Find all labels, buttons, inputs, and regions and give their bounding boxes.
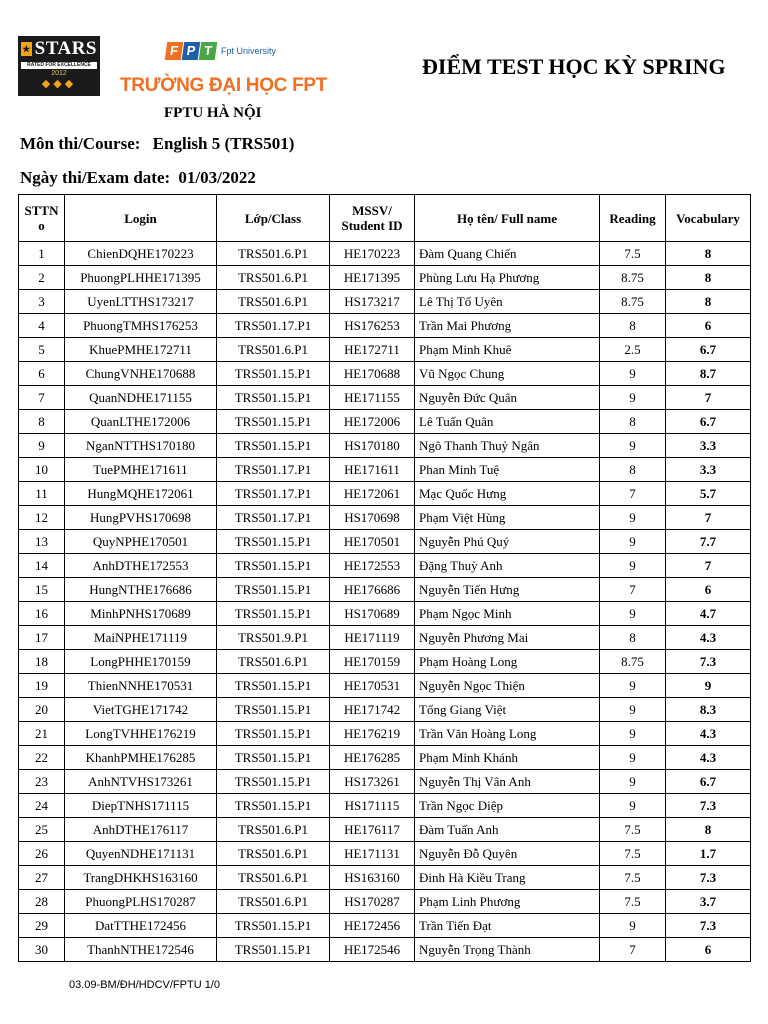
login-cell: LongTVHHE176219	[65, 722, 217, 746]
student-id-cell: HS163160	[330, 866, 415, 890]
table-row	[19, 866, 751, 890]
vocabulary-score: 8	[666, 818, 751, 842]
full-name-cell: Phạm Ngọc Minh	[415, 602, 600, 626]
vocabulary-score: 4.3	[666, 746, 751, 770]
row-number: 15	[19, 578, 65, 602]
table-row	[19, 530, 751, 554]
row-number: 23	[19, 770, 65, 794]
row-number: 8	[19, 410, 65, 434]
login-cell: ThienNNHE170531	[65, 674, 217, 698]
login-cell: ThanhNTHE172546	[65, 938, 217, 962]
table-row	[19, 842, 751, 866]
header-reading: Reading	[600, 195, 666, 242]
login-cell: UyenLTTHS173217	[65, 290, 217, 314]
row-number: 12	[19, 506, 65, 530]
exam-date-line	[20, 168, 256, 188]
full-name-cell: Nguyễn Đức Quân	[415, 386, 600, 410]
class-cell: TRS501.6.P1	[217, 242, 330, 266]
table-row	[19, 698, 751, 722]
vocabulary-score: 8	[666, 266, 751, 290]
student-id-cell: HS170287	[330, 890, 415, 914]
student-id-cell: HE170159	[330, 650, 415, 674]
reading-score: 9	[600, 530, 666, 554]
login-cell: KhuePMHE172711	[65, 338, 217, 362]
vocabulary-score: 4.7	[666, 602, 751, 626]
reading-score: 9	[600, 914, 666, 938]
student-id-cell: HE170531	[330, 674, 415, 698]
full-name-cell: Tống Giang Việt	[415, 698, 600, 722]
full-name-cell: Phạm Minh Khánh	[415, 746, 600, 770]
row-number: 5	[19, 338, 65, 362]
table-body	[19, 242, 751, 962]
stars-logo-word: STARS	[34, 38, 97, 59]
stars-dots-icon: ◆◆◆	[41, 78, 77, 90]
reading-score: 7.5	[600, 866, 666, 890]
class-cell: TRS501.6.P1	[217, 338, 330, 362]
table-row	[19, 314, 751, 338]
course-line	[20, 134, 294, 154]
vocabulary-score: 4.3	[666, 626, 751, 650]
vocabulary-score: 6	[666, 578, 751, 602]
row-number: 4	[19, 314, 65, 338]
table-row	[19, 410, 751, 434]
reading-score: 7.5	[600, 818, 666, 842]
row-number: 10	[19, 458, 65, 482]
table-row	[19, 938, 751, 962]
login-cell: HungPVHS170698	[65, 506, 217, 530]
reading-score: 8.75	[600, 650, 666, 674]
fpt-letter-p: P	[182, 42, 201, 60]
class-cell: TRS501.17.P1	[217, 506, 330, 530]
table-header-row	[19, 195, 751, 242]
class-cell: TRS501.17.P1	[217, 482, 330, 506]
student-id-cell: HE176686	[330, 578, 415, 602]
reading-score: 9	[600, 554, 666, 578]
vocabulary-score: 3.3	[666, 434, 751, 458]
reading-score: 8	[600, 314, 666, 338]
login-cell: MinhPNHS170689	[65, 602, 217, 626]
login-cell: TuePMHE171611	[65, 458, 217, 482]
row-number: 28	[19, 890, 65, 914]
full-name-cell: Nguyễn Thị Vân Anh	[415, 770, 600, 794]
class-cell: TRS501.15.P1	[217, 386, 330, 410]
table-row	[19, 578, 751, 602]
class-cell: TRS501.15.P1	[217, 794, 330, 818]
vocabulary-score: 7.3	[666, 914, 751, 938]
row-number: 24	[19, 794, 65, 818]
login-cell: QuyNPHE170501	[65, 530, 217, 554]
full-name-cell: Phan Minh Tuệ	[415, 458, 600, 482]
reading-score: 9	[600, 386, 666, 410]
full-name-cell: Phạm Linh Phương	[415, 890, 600, 914]
student-id-cell: HE171742	[330, 698, 415, 722]
reading-score: 2.5	[600, 338, 666, 362]
header-full-name: Họ tên/ Full name	[415, 195, 600, 242]
row-number: 26	[19, 842, 65, 866]
student-id-cell: HS173261	[330, 770, 415, 794]
full-name-cell: Trần Mai Phương	[415, 314, 600, 338]
class-cell: TRS501.9.P1	[217, 626, 330, 650]
exam-date-label: Ngày thi/Exam date:	[20, 168, 171, 187]
student-id-cell: HE171119	[330, 626, 415, 650]
table-row	[19, 650, 751, 674]
header-class: Lớp/Class	[217, 195, 330, 242]
class-cell: TRS501.6.P1	[217, 818, 330, 842]
vocabulary-score: 6.7	[666, 770, 751, 794]
login-cell: QuyenNDHE171131	[65, 842, 217, 866]
stars-square-icon: ★	[22, 44, 31, 54]
class-cell: TRS501.15.P1	[217, 554, 330, 578]
student-id-cell: HE171395	[330, 266, 415, 290]
reading-score: 9	[600, 746, 666, 770]
vocabulary-score: 8	[666, 242, 751, 266]
table-row	[19, 602, 751, 626]
reading-score: 9	[600, 602, 666, 626]
table-row	[19, 794, 751, 818]
student-id-cell: HE172711	[330, 338, 415, 362]
student-id-cell: HE170223	[330, 242, 415, 266]
login-cell: VietTGHE171742	[65, 698, 217, 722]
table-row	[19, 746, 751, 770]
row-number: 1	[19, 242, 65, 266]
row-number: 17	[19, 626, 65, 650]
table-row	[19, 554, 751, 578]
reading-score: 7	[600, 938, 666, 962]
table-row	[19, 386, 751, 410]
stars-logo-year: 2012	[51, 70, 67, 77]
reading-score: 9	[600, 722, 666, 746]
header-student-id: MSSV/ Student ID	[330, 195, 415, 242]
table-row	[19, 770, 751, 794]
login-cell: DiepTNHS171115	[65, 794, 217, 818]
login-cell: NganNTTHS170180	[65, 434, 217, 458]
table-row	[19, 338, 751, 362]
row-number: 7	[19, 386, 65, 410]
login-cell: TrangDHKHS163160	[65, 866, 217, 890]
vocabulary-score: 7.3	[666, 866, 751, 890]
fpt-letter-f: F	[165, 42, 184, 60]
login-cell: LongPHHE170159	[65, 650, 217, 674]
class-cell: TRS501.15.P1	[217, 434, 330, 458]
row-number: 3	[19, 290, 65, 314]
login-cell: KhanhPMHE176285	[65, 746, 217, 770]
class-cell: TRS501.15.P1	[217, 770, 330, 794]
login-cell: HungMQHE172061	[65, 482, 217, 506]
login-cell: AnhDTHE176117	[65, 818, 217, 842]
table-row	[19, 362, 751, 386]
class-cell: TRS501.15.P1	[217, 530, 330, 554]
vocabulary-score: 3.3	[666, 458, 751, 482]
vocabulary-score: 5.7	[666, 482, 751, 506]
row-number: 9	[19, 434, 65, 458]
vocabulary-score: 7.7	[666, 530, 751, 554]
row-number: 2	[19, 266, 65, 290]
reading-score: 7	[600, 482, 666, 506]
class-cell: TRS501.6.P1	[217, 866, 330, 890]
login-cell: AnhNTVHS173261	[65, 770, 217, 794]
form-code: 03.09-BM/ĐH/HDCV/FPTU 1/0	[69, 979, 220, 991]
class-cell: TRS501.15.P1	[217, 410, 330, 434]
student-id-cell: HE170688	[330, 362, 415, 386]
login-cell: ChungVNHE170688	[65, 362, 217, 386]
table-row	[19, 674, 751, 698]
reading-score: 8	[600, 626, 666, 650]
student-id-cell: HE172546	[330, 938, 415, 962]
reading-score: 9	[600, 362, 666, 386]
reading-score: 8	[600, 410, 666, 434]
grades-table	[18, 194, 751, 962]
student-id-cell: HE171131	[330, 842, 415, 866]
vocabulary-score: 6.7	[666, 410, 751, 434]
reading-score: 9	[600, 794, 666, 818]
full-name-cell: Lê Thị Tố Uyên	[415, 290, 600, 314]
vocabulary-score: 7.3	[666, 794, 751, 818]
document-title: ĐIỂM TEST HỌC KỲ SPRING	[422, 54, 726, 79]
vocabulary-score: 7	[666, 506, 751, 530]
login-cell: MaiNPHE171119	[65, 626, 217, 650]
course-label: Môn thi/Course:	[20, 134, 141, 153]
vocabulary-score: 7	[666, 386, 751, 410]
student-id-cell: HE170501	[330, 530, 415, 554]
full-name-cell: Trần Văn Hoàng Long	[415, 722, 600, 746]
class-cell: TRS501.15.P1	[217, 914, 330, 938]
full-name-cell: Nguyễn Phú Quý	[415, 530, 600, 554]
row-number: 22	[19, 746, 65, 770]
vocabulary-score: 7	[666, 554, 751, 578]
full-name-cell: Đàm Tuấn Anh	[415, 818, 600, 842]
full-name-cell: Phạm Minh Khuê	[415, 338, 600, 362]
course-value: English 5 (TRS501)	[152, 134, 295, 153]
full-name-cell: Trần Ngọc Diệp	[415, 794, 600, 818]
vocabulary-score: 4.3	[666, 722, 751, 746]
reading-score: 9	[600, 506, 666, 530]
table-row	[19, 914, 751, 938]
row-number: 19	[19, 674, 65, 698]
vocabulary-score: 9	[666, 674, 751, 698]
row-number: 30	[19, 938, 65, 962]
row-number: 21	[19, 722, 65, 746]
full-name-cell: Mạc Quốc Hưng	[415, 482, 600, 506]
table-row	[19, 890, 751, 914]
reading-score: 8	[600, 458, 666, 482]
row-number: 29	[19, 914, 65, 938]
reading-score: 9	[600, 674, 666, 698]
class-cell: TRS501.6.P1	[217, 266, 330, 290]
reading-score: 7	[600, 578, 666, 602]
vocabulary-score: 6	[666, 938, 751, 962]
row-number: 6	[19, 362, 65, 386]
login-cell: ChienDQHE170223	[65, 242, 217, 266]
table-row	[19, 626, 751, 650]
full-name-cell: Trần Tiến Đạt	[415, 914, 600, 938]
header-vocabulary: Vocabulary	[666, 195, 751, 242]
vocabulary-score: 8.3	[666, 698, 751, 722]
fpt-university-label: Fpt University	[221, 46, 277, 56]
login-cell: DatTTHE172456	[65, 914, 217, 938]
student-id-cell: HS170698	[330, 506, 415, 530]
exam-date-value: 01/03/2022	[178, 168, 256, 187]
vocabulary-score: 8	[666, 290, 751, 314]
student-id-cell: HS171115	[330, 794, 415, 818]
class-cell: TRS501.15.P1	[217, 602, 330, 626]
full-name-cell: Nguyễn Trọng Thành	[415, 938, 600, 962]
student-id-cell: HE172456	[330, 914, 415, 938]
row-number: 16	[19, 602, 65, 626]
login-cell: AnhDTHE172553	[65, 554, 217, 578]
header-stt: STTN o	[19, 195, 65, 242]
reading-score: 8.75	[600, 266, 666, 290]
table-row	[19, 266, 751, 290]
vocabulary-score: 8.7	[666, 362, 751, 386]
class-cell: TRS501.17.P1	[217, 458, 330, 482]
vocabulary-score: 6	[666, 314, 751, 338]
class-cell: TRS501.6.P1	[217, 890, 330, 914]
student-id-cell: HS170180	[330, 434, 415, 458]
table-row	[19, 458, 751, 482]
table-row	[19, 290, 751, 314]
row-number: 20	[19, 698, 65, 722]
table-row	[19, 818, 751, 842]
full-name-cell: Đặng Thuỳ Anh	[415, 554, 600, 578]
stars-logo-tagline: RATED FOR EXCELLENCE	[21, 62, 97, 69]
row-number: 11	[19, 482, 65, 506]
vocabulary-score: 7.3	[666, 650, 751, 674]
class-cell: TRS501.15.P1	[217, 938, 330, 962]
class-cell: TRS501.15.P1	[217, 698, 330, 722]
full-name-cell: Đinh Hà Kiều Trang	[415, 866, 600, 890]
fpt-university-logo	[166, 40, 276, 62]
full-name-cell: Phạm Hoàng Long	[415, 650, 600, 674]
table-row	[19, 506, 751, 530]
full-name-cell: Lê Tuấn Quân	[415, 410, 600, 434]
reading-score: 7.5	[600, 242, 666, 266]
class-cell: TRS501.15.P1	[217, 362, 330, 386]
student-id-cell: HS173217	[330, 290, 415, 314]
class-cell: TRS501.17.P1	[217, 314, 330, 338]
header-login: Login	[65, 195, 217, 242]
reading-score: 9	[600, 770, 666, 794]
student-id-cell: HE171611	[330, 458, 415, 482]
reading-score: 7.5	[600, 890, 666, 914]
login-cell: QuanNDHE171155	[65, 386, 217, 410]
reading-score: 8.75	[600, 290, 666, 314]
vocabulary-score: 6.7	[666, 338, 751, 362]
table-row	[19, 434, 751, 458]
student-id-cell: HE172553	[330, 554, 415, 578]
student-id-cell: HE172006	[330, 410, 415, 434]
class-cell: TRS501.15.P1	[217, 722, 330, 746]
class-cell: TRS501.15.P1	[217, 746, 330, 770]
full-name-cell: Vũ Ngọc Chung	[415, 362, 600, 386]
school-name: TRƯỜNG ĐẠI HỌC FPT	[120, 75, 328, 96]
reading-score: 9	[600, 698, 666, 722]
row-number: 25	[19, 818, 65, 842]
full-name-cell: Nguyễn Đỗ Quyên	[415, 842, 600, 866]
class-cell: TRS501.6.P1	[217, 650, 330, 674]
row-number: 13	[19, 530, 65, 554]
vocabulary-score: 3.7	[666, 890, 751, 914]
student-id-cell: HS176253	[330, 314, 415, 338]
login-cell: PhuongPLHHE171395	[65, 266, 217, 290]
class-cell: TRS501.6.P1	[217, 842, 330, 866]
vocabulary-score: 1.7	[666, 842, 751, 866]
campus-name: FPTU HÀ NỘI	[164, 105, 262, 121]
student-id-cell: HE176117	[330, 818, 415, 842]
class-cell: TRS501.15.P1	[217, 674, 330, 698]
login-cell: QuanLTHE172006	[65, 410, 217, 434]
full-name-cell: Phùng Lưu Hạ Phương	[415, 266, 600, 290]
stars-rating-logo	[18, 36, 100, 96]
full-name-cell: Đàm Quang Chiến	[415, 242, 600, 266]
class-cell: TRS501.15.P1	[217, 578, 330, 602]
student-id-cell: HE172061	[330, 482, 415, 506]
student-id-cell: HS170689	[330, 602, 415, 626]
class-cell: TRS501.6.P1	[217, 290, 330, 314]
table-row	[19, 482, 751, 506]
row-number: 14	[19, 554, 65, 578]
login-cell: PhuongTMHS176253	[65, 314, 217, 338]
full-name-cell: Nguyễn Ngọc Thiện	[415, 674, 600, 698]
student-id-cell: HE176219	[330, 722, 415, 746]
full-name-cell: Nguyễn Phương Mai	[415, 626, 600, 650]
full-name-cell: Ngô Thanh Thuỷ Ngân	[415, 434, 600, 458]
reading-score: 9	[600, 434, 666, 458]
full-name-cell: Nguyễn Tiến Hưng	[415, 578, 600, 602]
student-id-cell: HE171155	[330, 386, 415, 410]
row-number: 27	[19, 866, 65, 890]
student-id-cell: HE176285	[330, 746, 415, 770]
fpt-letter-t: T	[199, 42, 218, 60]
reading-score: 7.5	[600, 842, 666, 866]
table-row	[19, 242, 751, 266]
full-name-cell: Phạm Việt Hùng	[415, 506, 600, 530]
row-number: 18	[19, 650, 65, 674]
login-cell: PhuongPLHS170287	[65, 890, 217, 914]
login-cell: HungNTHE176686	[65, 578, 217, 602]
table-row	[19, 722, 751, 746]
